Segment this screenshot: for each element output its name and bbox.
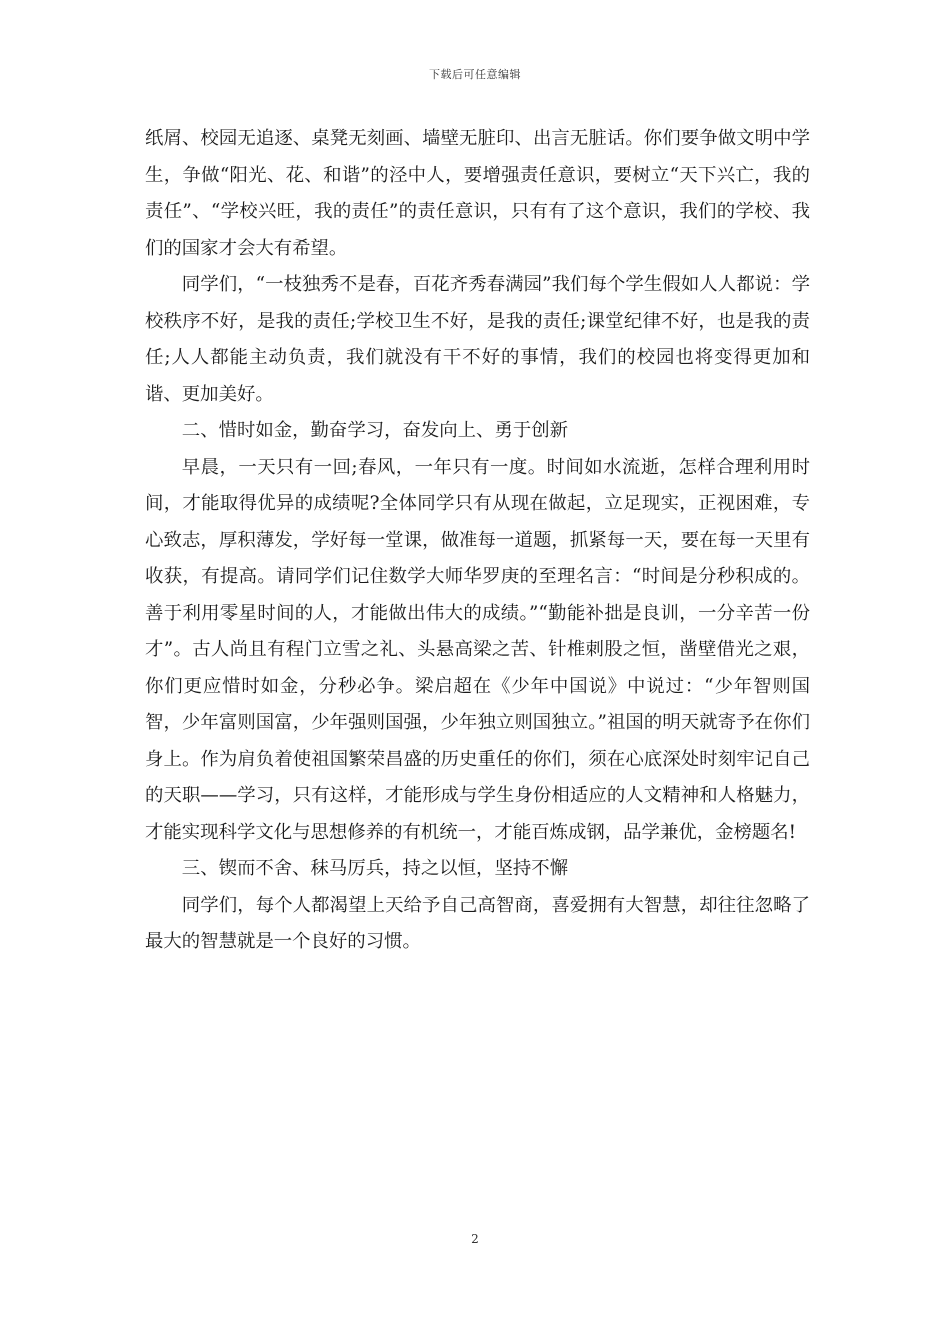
page-number: 2	[471, 1232, 479, 1246]
paragraph-3: 早晨，一天只有一回;春风，一年只有一度。时间如水流逝，怎样合理利用时间，才能取得优异的成绩呢?全体同学只有从现在做起，立足现实，正视困难，专心致志，厚积薄发，学好每一堂课，做准每一道题，抓紧每一天，要在每一天里有收获，有提高。请同学们记住数学大师华罗庚的至理名言：“时间是分秒积成的。善于利用零星时间的人，才能做出伟大的成绩。”“勤能补拙是良训，一分辛苦一份才”。古人尚且有程门立雪之礼、头悬高梁之苦、针椎刺股之恒，凿壁借光之艰，你们更应惜时如金，分秒必争。梁启超在《少年中国说》中说过：“少年智则国智，少年富则国富，少年强则国强，少年独立则国独立。”祖国的明天就寄予在你们身上。作为肩负着使祖国繁荣昌盛的历史重任的你们，须在心底深处时刻牢记自己的天职——学习，只有这样，才能形成与学生身份相适应的人文精神和人格魅力，才能实现科学文化与思想修养的有机统一，才能百炼成钢，品学兼优，金榜题名!	[145, 456, 810, 843]
paragraph-2: 同学们，“一枝独秀不是春，百花齐秀春满园”我们每个学生假如人人都说：学校秩序不好，是我的责任;学校卫生不好，是我的责任;课堂纪律不好，也是我的责任;人人都能主动负责，我们就没有干不好的事情，我们的校园也将变得更加和谐、更加美好。	[145, 274, 810, 405]
page-header: 下载后可任意编辑	[429, 68, 521, 81]
document-body	[145, 121, 810, 961]
paragraph-4: 同学们，每个人都渴望上天给予自己高智商，喜爱拥有大智慧，却往往忽略了最大的智慧就是一个良好的习惯。	[145, 894, 810, 952]
section-heading-3: 三、锲而不舍、秣马厉兵，持之以恒，坚持不懈	[181, 858, 569, 879]
paragraph-1: 纸屑、校园无追逐、桌凳无刻画、墙壁无脏印、出言无脏话。你们要争做文明中学生，争做“阳光、花、和谐”的泾中人，要增强责任意识，要树立“天下兴亡，我的责任”、“学校兴旺，我的责任”的责任意识，只有有了这个意识，我们的学校、我们的国家才会大有希望。	[145, 128, 810, 259]
section-heading-2: 二、惜时如金，勤奋学习，奋发向上、勇于创新	[181, 420, 569, 441]
